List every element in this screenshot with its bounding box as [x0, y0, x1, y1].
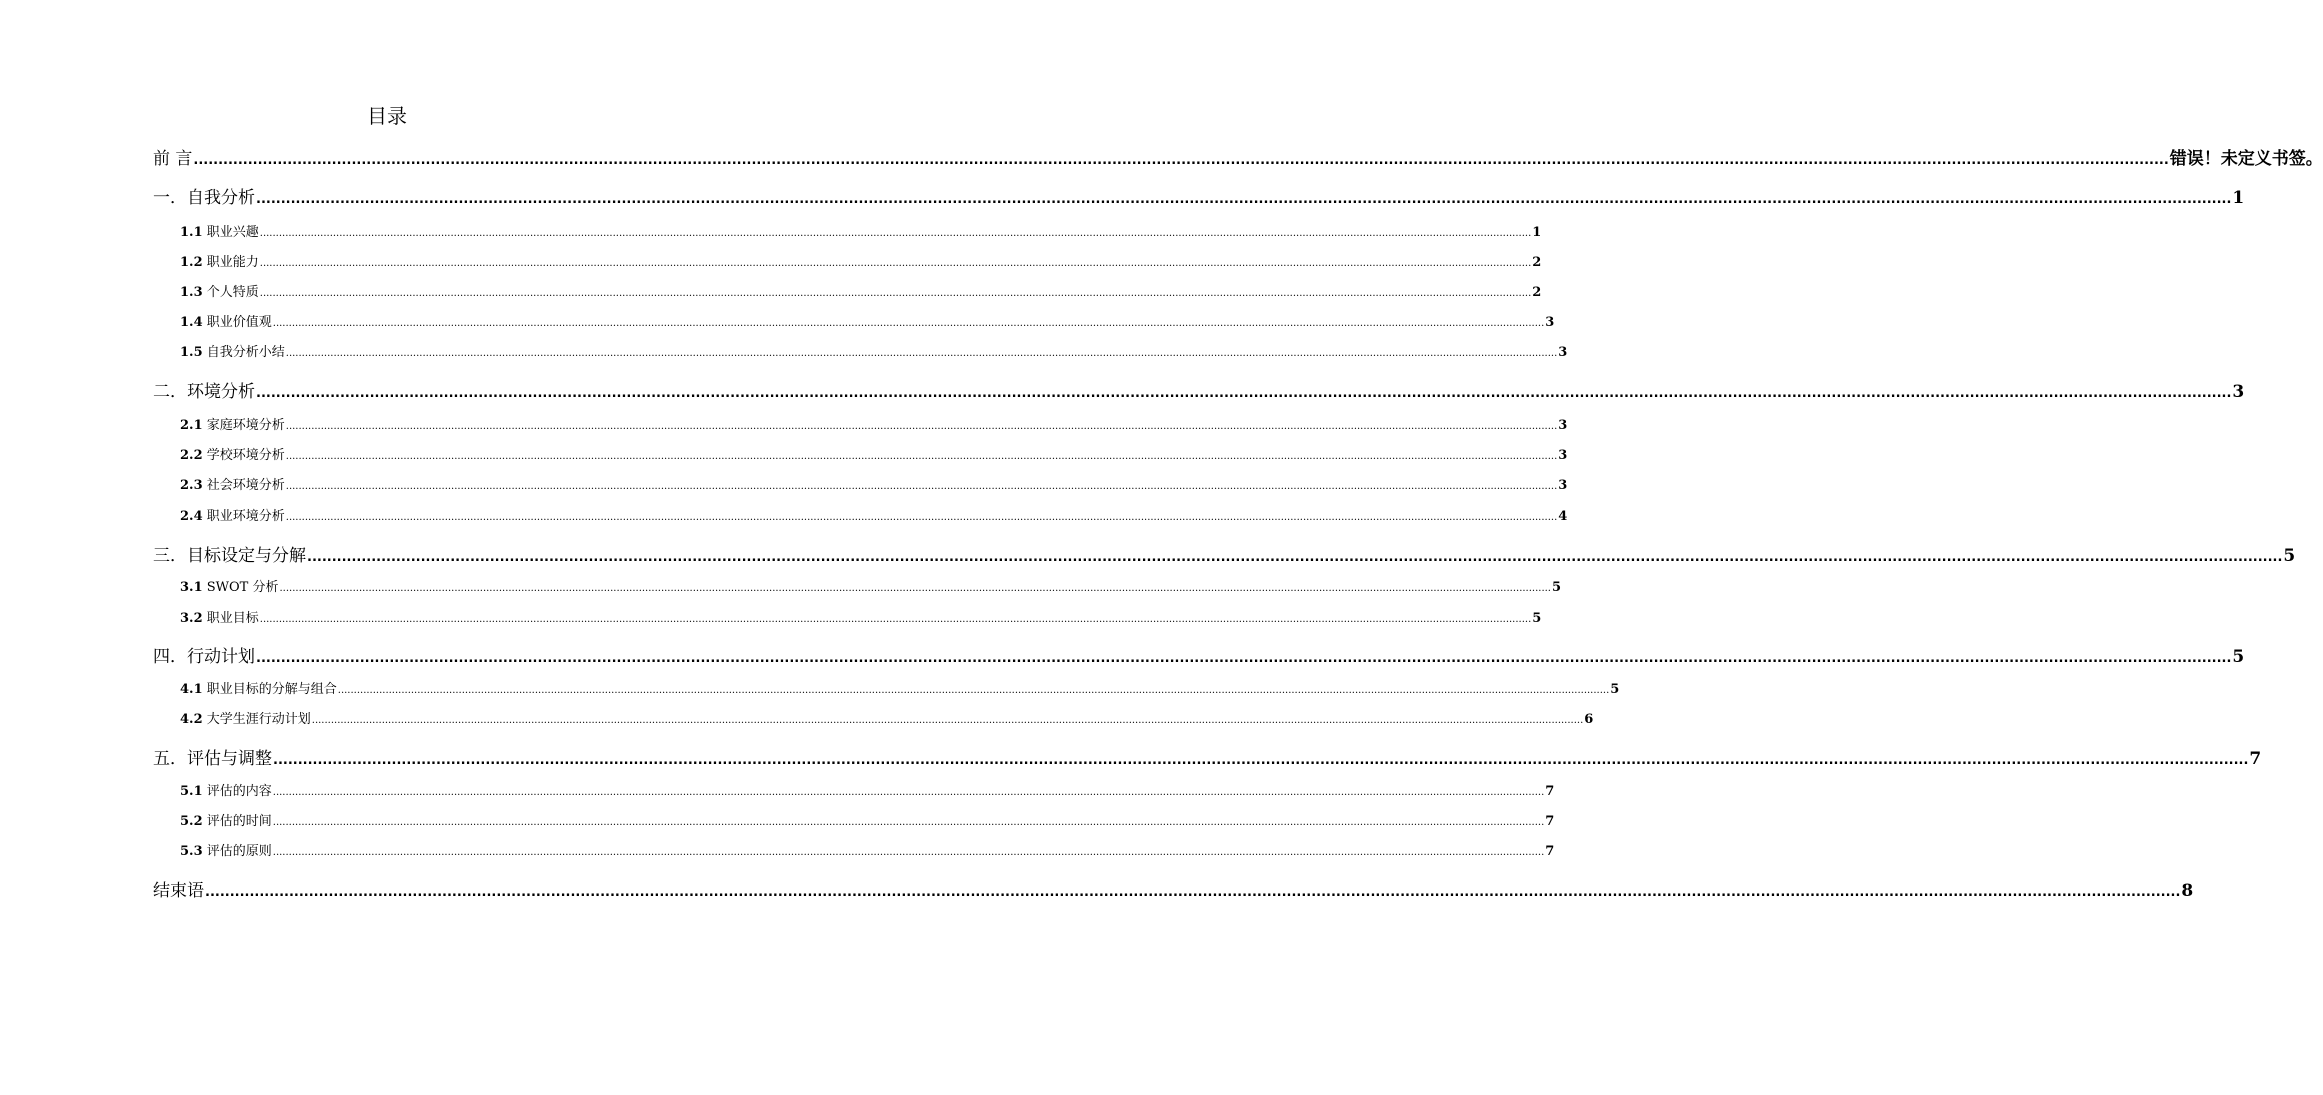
toc-entry-text: SWOT 分析: [202, 580, 279, 595]
toc-entry-text: 评估的原则: [202, 844, 272, 859]
toc-leader-dots: ................................................................................................................................................................................................................................................................................................................................................................................................................: [259, 258, 1532, 269]
toc-entry-text: 职业价值观: [202, 315, 272, 330]
toc-entry-text: 职业目标的分解与组合: [202, 682, 337, 697]
toc-chapter-entry[interactable]: [153, 183, 2245, 208]
toc-page-number: 7: [1545, 844, 1555, 859]
toc-leader-dots: ................................................................................................................................................................................................................................................................................................................................................................................................................: [272, 318, 1545, 329]
toc-entry-text: 职业兴趣: [202, 225, 259, 240]
toc-section-entry[interactable]: [180, 840, 1555, 859]
toc-entry-number: 2.2: [180, 448, 203, 463]
toc-page-number: 5: [1532, 611, 1542, 626]
toc-leader-dots: ................................................................................................................................................................................................................................................................................................................................................................................................................: [259, 288, 1532, 299]
toc-leader-dots: ................................................................................................................................................................................................................................................................................................................................................................................................................: [272, 847, 1545, 858]
toc-entry-label: [180, 840, 272, 859]
toc-leader-dots: ................................................................................................................................................................................................................................................................................................................................................................................................................: [285, 481, 1558, 492]
toc-entry-number: 1.2: [180, 255, 203, 270]
toc-page-number: 6: [1584, 712, 1594, 727]
toc-entry-label: [180, 444, 285, 463]
toc-entry-text: 个人特质: [202, 285, 259, 300]
toc-chapter-entry[interactable]: [153, 876, 2194, 901]
toc-section-entry[interactable]: [180, 281, 1542, 300]
toc-entry-label: [180, 474, 285, 493]
toc-page-number: 3: [2232, 382, 2245, 402]
toc-entry-number: 4.1: [180, 682, 203, 697]
toc-page-number: 1: [2232, 188, 2245, 208]
toc-entry-label: [180, 708, 311, 727]
toc-entry-label: 三．目标设定与分解: [153, 546, 306, 566]
toc-page-number: 8: [2181, 881, 2194, 901]
toc-page-number: 7: [2249, 749, 2262, 769]
toc-entry-text: 学校环境分析: [202, 448, 285, 463]
toc-entry-number: 5.3: [180, 844, 203, 859]
toc-entry-text: 评估的内容: [202, 784, 272, 799]
toc-entry-label: [180, 281, 259, 300]
toc-entry-label: [180, 780, 272, 799]
toc-page-number: 7: [1545, 814, 1555, 829]
toc-section-entry[interactable]: [180, 505, 1568, 524]
toc-page-number: 2: [1532, 285, 1542, 300]
toc-entry-number: 1.4: [180, 315, 203, 330]
toc-leader-dots: ................................................................................................................................................................................................................................................................................................................................................................................................................: [259, 614, 1532, 625]
toc-chapter-entry[interactable]: [153, 744, 2262, 769]
toc-leader-dots: ................................................................................................................................................................................................................................................................................................................................................................................................................: [259, 228, 1532, 239]
toc-leader-dots: ................................................................................................................................................................................................................................................................................................................................................................................................................: [272, 817, 1545, 828]
toc-entry-label: 二．环境分析: [153, 382, 255, 402]
toc-entry-label: [180, 221, 259, 240]
toc-entry-text: 自我分析小结: [202, 345, 285, 360]
toc-entry-number: 5.2: [180, 814, 203, 829]
toc-section-entry[interactable]: [180, 708, 1594, 727]
toc-page-number: 3: [1558, 478, 1568, 493]
toc-entry-text: 职业环境分析: [202, 509, 285, 524]
toc-section-entry[interactable]: [180, 576, 1562, 595]
toc-entry-label: [180, 505, 285, 524]
toc-entry-number: 3.2: [180, 611, 203, 626]
toc-page-number: 5: [1551, 580, 1562, 595]
toc-section-entry[interactable]: [180, 444, 1568, 463]
toc-entry-number: 1.5: [180, 345, 203, 360]
toc-leader-dots: ................................................................................................................................................................................................................................................................................................................................................................................................................: [285, 348, 1558, 359]
toc-entry-number: 4.2: [180, 712, 203, 727]
toc-entry-label: [180, 576, 279, 595]
toc-leader-dots: ................................................................................................................................................................................................................................................................................................................................................................................................................: [285, 421, 1558, 432]
toc-page-number: 3: [1558, 448, 1568, 463]
toc-leader-dots: ................................................................................................................................................................................................................................................................................................................................................................................................................: [256, 386, 2232, 401]
toc-page-number: 5: [1610, 682, 1620, 697]
toc-entry-label: 四．行动计划: [153, 647, 255, 667]
toc-page-number: 7: [1545, 784, 1555, 799]
toc-leader-dots: ................................................................................................................................................................................................................................................................................................................................................................................................................: [285, 512, 1558, 523]
toc-section-entry[interactable]: [180, 414, 1568, 433]
toc-page-number: 4: [1558, 509, 1568, 524]
toc-entry-label: 一．自我分析: [153, 188, 255, 208]
toc-leader-dots: ................................................................................................................................................................................................................................................................................................................................................................................................................: [205, 885, 2181, 900]
toc-page-number: 3: [1558, 345, 1568, 360]
toc-leader-dots: ................................................................................................................................................................................................................................................................................................................................................................................................................: [337, 685, 1610, 696]
toc-section-entry[interactable]: [180, 678, 1620, 697]
toc-entry-label: 五．评估与调整: [153, 749, 272, 769]
toc-entry-label: [180, 251, 259, 270]
toc-section-entry[interactable]: [180, 311, 1555, 330]
toc-leader-dots: ................................................................................................................................................................................................................................................................................................................................................................................................................: [256, 192, 2232, 207]
toc-entry-label: [180, 341, 285, 360]
toc-section-entry[interactable]: [180, 341, 1568, 360]
toc-page-number: 2: [1532, 255, 1542, 270]
toc-leader-dots: ................................................................................................................................................................................................................................................................................................................................................................................................................: [285, 451, 1558, 462]
toc-page-number: 错误！未定义书签。: [2169, 149, 2323, 169]
toc-leader-dots: ................................................................................................................................................................................................................................................................................................................................................................................................................: [272, 787, 1545, 798]
toc-entry-text: 大学生涯行动计划: [202, 712, 311, 727]
toc-entry-number: 2.1: [180, 418, 203, 433]
toc-entry-text: 社会环境分析: [202, 478, 285, 493]
toc-entry-number: 3.1: [180, 580, 203, 595]
toc-chapter-entry[interactable]: [153, 642, 2245, 667]
toc-section-entry[interactable]: [180, 474, 1568, 493]
toc-title: 目录: [367, 104, 407, 128]
toc-entry-label: [180, 678, 337, 697]
toc-page-number: 1: [1532, 225, 1542, 240]
toc-entry-number: 1.3: [180, 285, 203, 300]
toc-section-entry[interactable]: [180, 607, 1542, 626]
toc-page-number: 5: [2232, 647, 2245, 667]
toc-section-entry[interactable]: [180, 810, 1555, 829]
toc-page-number: 5: [2283, 546, 2296, 566]
toc-entry-label: [180, 311, 272, 330]
toc-chapter-entry[interactable]: [153, 377, 2245, 402]
toc-section-entry[interactable]: [180, 221, 1542, 240]
toc-entry-label: 前 言: [153, 149, 193, 169]
toc-entry-label: [180, 607, 259, 626]
toc-entry-text: 职业能力: [202, 255, 259, 270]
toc-entry-label: [180, 414, 285, 433]
toc-entry-number: 5.1: [180, 784, 203, 799]
toc-leader-dots: ................................................................................................................................................................................................................................................................................................................................................................................................................: [307, 550, 2283, 565]
toc-entry-text: 家庭环境分析: [202, 418, 285, 433]
toc-entry-text: 评估的时间: [202, 814, 272, 829]
toc-leader-dots: ................................................................................................................................................................................................................................................................................................................................................................................................................: [279, 583, 1551, 594]
toc-entry-label: [180, 810, 272, 829]
toc-page-number: 3: [1558, 418, 1568, 433]
toc-page-number: 3: [1545, 315, 1555, 330]
toc-chapter-entry[interactable]: [153, 144, 2323, 169]
toc-entry-number: 1.1: [180, 225, 203, 240]
toc-leader-dots: ................................................................................................................................................................................................................................................................................................................................................................................................................: [193, 153, 2169, 168]
toc-entry-number: 2.3: [180, 478, 203, 493]
toc-section-entry[interactable]: [180, 251, 1542, 270]
toc-leader-dots: ................................................................................................................................................................................................................................................................................................................................................................................................................: [273, 753, 2249, 768]
toc-chapter-entry[interactable]: [153, 541, 2296, 566]
toc-section-entry[interactable]: [180, 780, 1555, 799]
toc-leader-dots: ................................................................................................................................................................................................................................................................................................................................................................................................................: [256, 651, 2232, 666]
toc-entry-label: 结束语: [153, 881, 204, 901]
toc-leader-dots: ................................................................................................................................................................................................................................................................................................................................................................................................................: [311, 715, 1584, 726]
toc-entry-number: 2.4: [180, 509, 203, 524]
toc-entry-text: 职业目标: [202, 611, 259, 626]
